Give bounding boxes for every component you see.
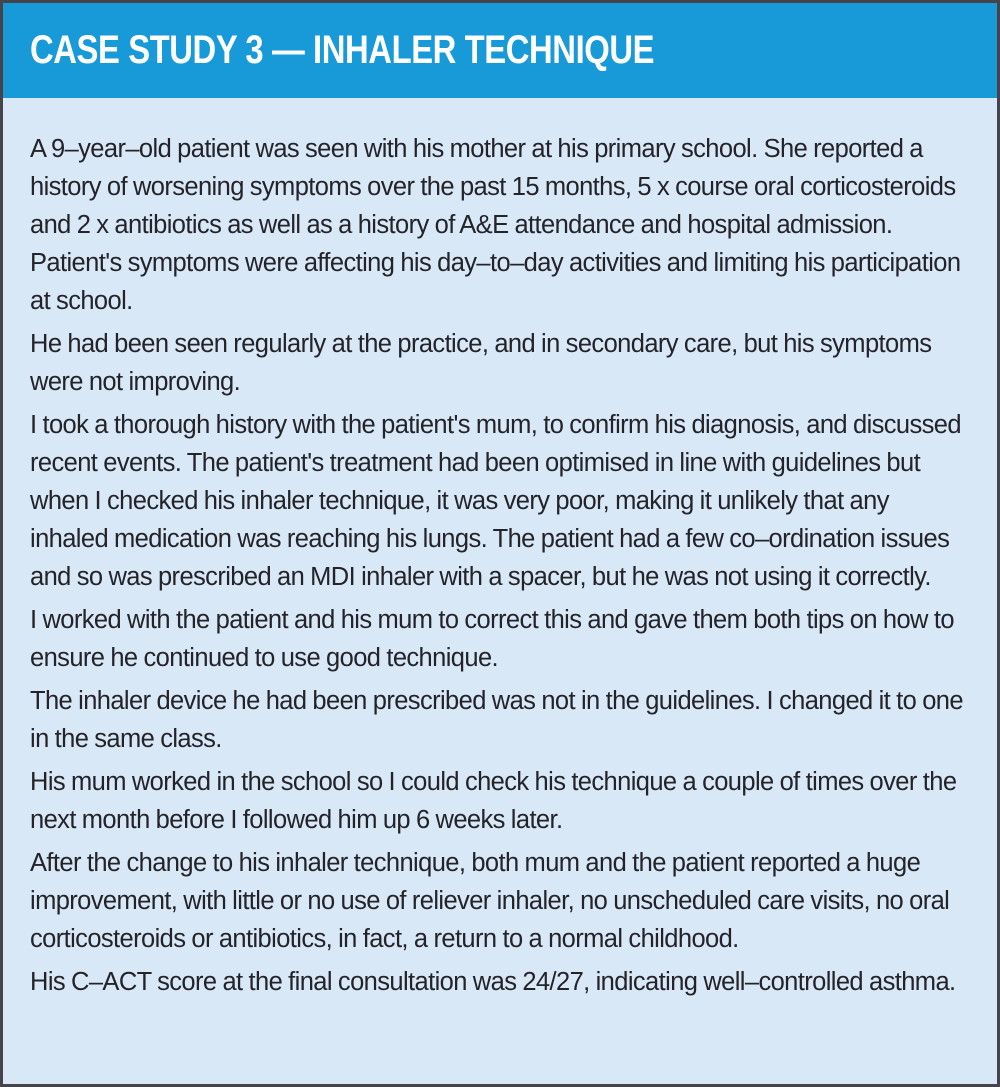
paragraph-device-change: The inhaler device he had been prescribed was not in the guidelines. I changed it to one in the same class. bbox=[30, 687, 963, 753]
case-study-body bbox=[3, 98, 997, 1001]
paragraph-cact-score: His C–ACT score at the final consultation was 24/27, indicating well–controlled asthma. bbox=[30, 968, 956, 996]
paragraph-improvement: After the change to his inhaler technique, both mum and the patient reported a huge improvement, with little or no use of reliever inhaler, no unscheduled care visits, no oral corticosteroids or antibiotics, in fact, a return to a normal childhood. bbox=[30, 849, 950, 953]
paragraph-follow-up: His mum worked in the school so I could check his technique a couple of times over the next month before I followed him up 6 weeks later. bbox=[30, 768, 957, 834]
case-study-title: CASE STUDY 3 — INHALER TECHNIQUE bbox=[30, 28, 655, 72]
paragraph-technique-correction: I worked with the patient and his mum to correct this and gave them both tips on how to ensure he continued to use good technique. bbox=[30, 606, 954, 672]
paragraph-patient-history: A 9–year–old patient was seen with his mother at his primary school. She reported a history of worsening symptoms over the past 15 months, 5 x course oral corticosteroids and 2 x antibiotics as well as a history of A&E attendance and hospital admission. Patient's symptoms were affecting his day–to–day activities and limiting his participation at school. bbox=[30, 135, 961, 315]
case-study-header bbox=[3, 3, 997, 98]
paragraph-history-and-technique-check: I took a thorough history with the patient's mum, to confirm his diagnosis, and discussed recent events. The patient's treatment had been optimised in line with guidelines but when I checked his inhaler technique, it was very poor, making it unlikely that any inhaled medication was reaching his lungs. The patient had a few co–ordination issues and so was prescribed an MDI inhaler with a spacer, but he was not using it correctly. bbox=[30, 411, 961, 591]
paragraph-symptoms-not-improving: He had been seen regularly at the practice, and in secondary care, but his symptoms were not improving. bbox=[30, 330, 932, 396]
